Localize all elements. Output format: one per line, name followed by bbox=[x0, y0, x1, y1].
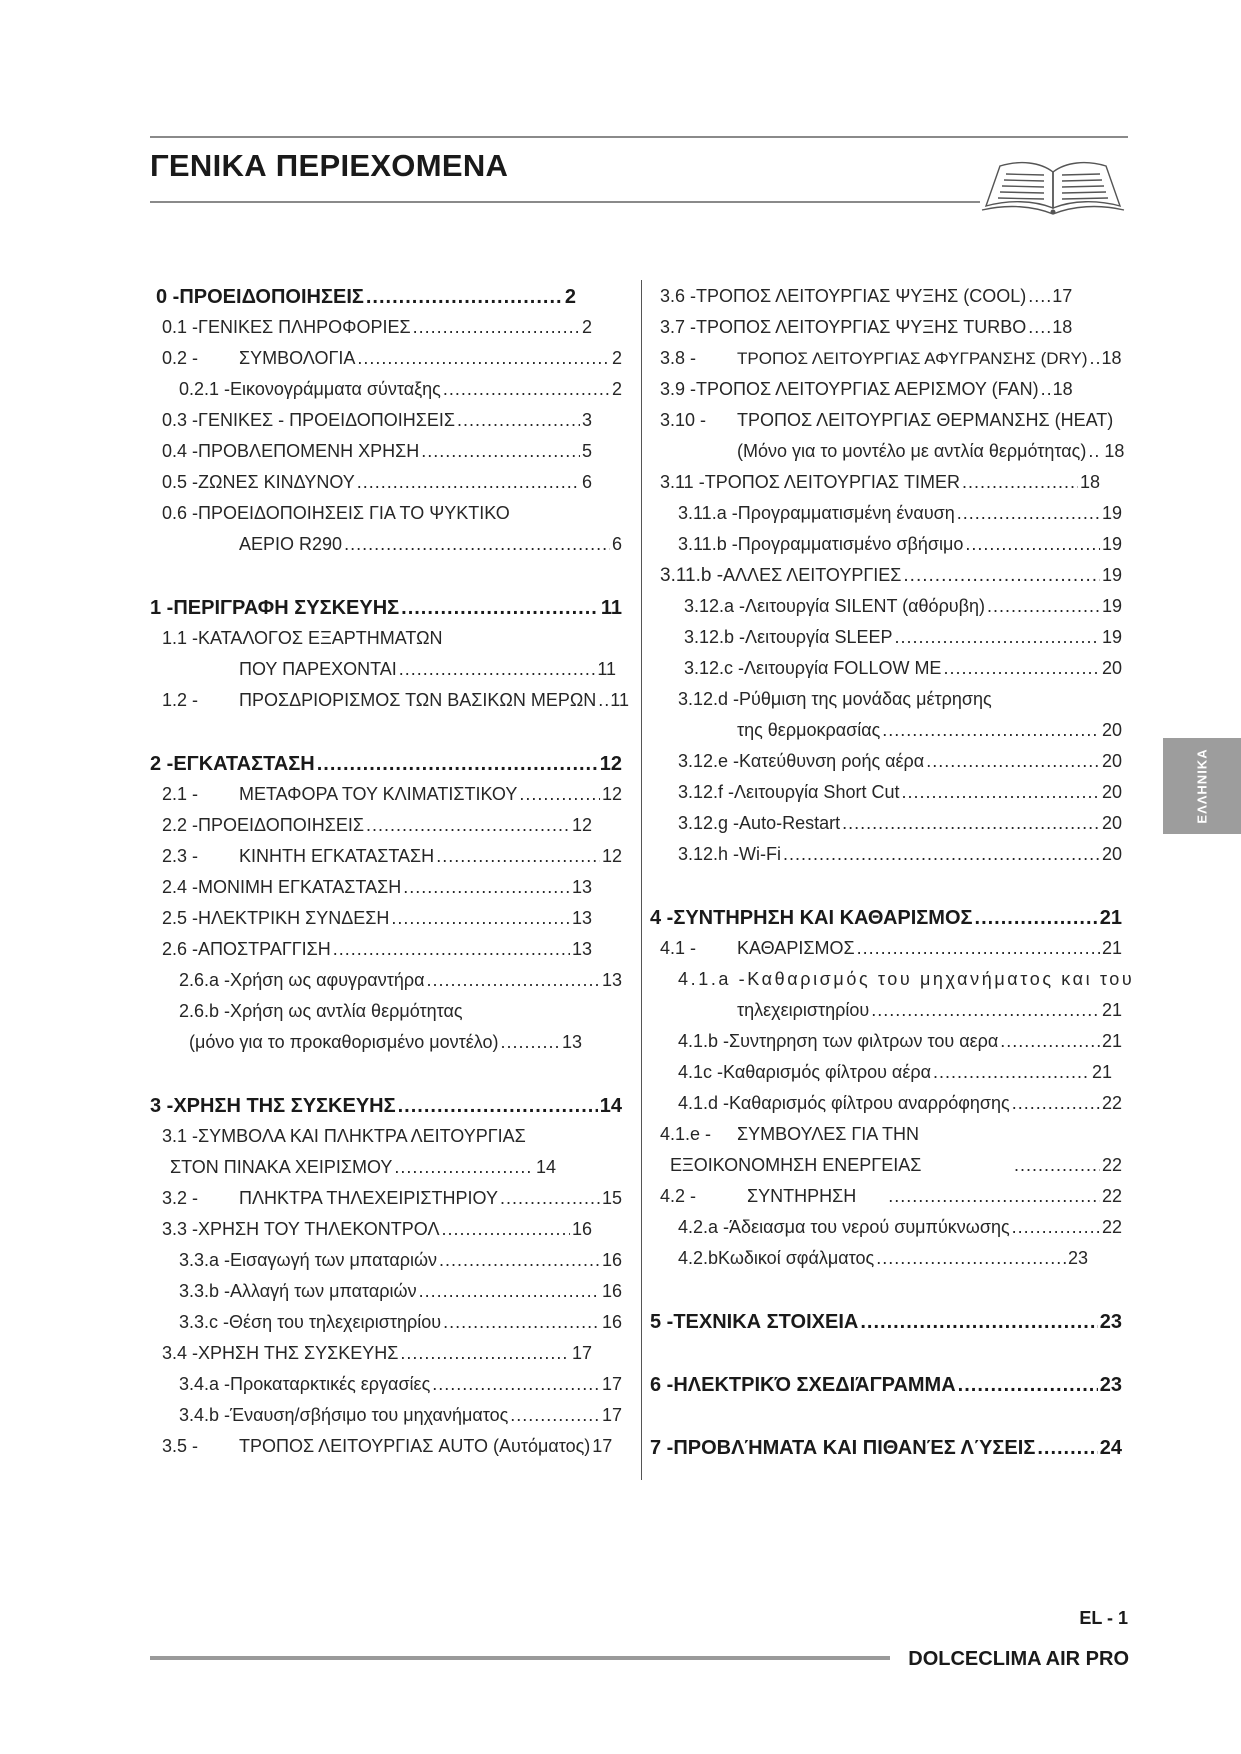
toc-entry[interactable]: 0.4 - ΠΡΟΒΛΕΠΟΜΕΝΗ ΧΡΗΣΗ ..... 5 bbox=[162, 441, 592, 469]
toc-entry[interactable]: 4.2.a - Άδειασμα του νερού συμπύκνωσης ..... 22 bbox=[678, 1217, 1122, 1245]
toc-entry[interactable]: 4.2.b Κωδικοί σφάλματος ..... 23 bbox=[678, 1248, 1088, 1276]
toc-entry[interactable]: 3.12.d - Ρύθμιση της μονάδας μέτρησης bbox=[678, 689, 992, 709]
toc-entry[interactable]: 0.2 - ΣΥΜΒΟΛΟΓΙΑ ..... 2 bbox=[162, 348, 622, 376]
toc-entry[interactable]: 7 - ΠΡΟΒΛΉΜΑΤΑ ΚΑΙ ΠΙΘΑΝΈΣ ΛΎΣΕΙΣ ..... 24 bbox=[650, 1437, 1122, 1465]
toc-entry[interactable]: 3.4 - ΧΡΗΣΗ ΤΗΣ ΣΥΣΚΕΥΗΣ ..... 17 bbox=[162, 1343, 592, 1371]
header-rule-bottom bbox=[150, 201, 980, 203]
toc-entry[interactable]: 3.12.h - Wi-Fi ..... 20 bbox=[678, 844, 1122, 872]
toc-entry[interactable]: ΕΞΟΙΚΟΝΟΜΗΣΗ ΕΝΕΡΓΕΙΑΣ ..... 22 bbox=[670, 1155, 1122, 1183]
toc-entry[interactable]: 3.12.f - Λειτουργία Short Cut ..... 20 bbox=[678, 782, 1122, 810]
toc-entry[interactable]: 3.12.b - Λειτουργία SLEEP ..... 19 bbox=[684, 627, 1122, 655]
toc-entry[interactable]: 2.5 - ΗΛΕΚΤΡΙΚΗ ΣΥΝΔΕΣΗ ..... 13 bbox=[162, 908, 592, 936]
toc-entry[interactable]: 3 - ΧΡΗΣΗ ΤΗΣ ΣΥΣΚΕΥΗΣ ..... 14 bbox=[150, 1095, 622, 1123]
toc-entry[interactable]: 0.3 - ΓΕΝΙΚΕΣ - ΠΡΟΕΙΔΟΠΟΙΗΣΕΙΣ ..... 3 bbox=[162, 410, 592, 438]
toc-entry[interactable]: 4.1 - ΚΑΘΑΡΙΣΜΟΣ ..... 21 bbox=[660, 938, 1122, 966]
toc-entry[interactable]: 0.5 - ΖΩΝΕΣ ΚΙΝΔΥΝΟΥ ..... 6 bbox=[162, 472, 592, 500]
toc-entry[interactable]: ΣΤΟΝ ΠΙΝΑΚΑ ΧΕΙΡΙΣΜΟΥ ..... 14 bbox=[170, 1157, 556, 1185]
toc-entry[interactable]: 1.2 - ΠΡΟΣΔΡΙΟΡΙΣΜΟΣ ΤΩΝ ΒΑΣΙΚΩΝ ΜΕΡΩΝ ..... 11 bbox=[162, 690, 624, 718]
toc-entry[interactable]: 4 - ΣΥΝΤΗΡΗΣΗ ΚΑΙ ΚΑΘΑΡΙΣΜΟΣ ..... 21 bbox=[650, 907, 1122, 935]
toc-entry[interactable]: 1 - ΠΕΡΙΓΡΑΦΗ ΣΥΣΚΕΥΗΣ ..... 11 bbox=[150, 597, 622, 625]
toc-entry[interactable]: 3.6 - ΤΡΟΠΟΣ ΛΕΙΤΟΥΡΓΙΑΣ ΨΥΞΗΣ (COOL) ..... 17 bbox=[660, 286, 1094, 314]
toc-entry[interactable]: 4.1.a - Καθαρισμός του μηχανήματος και του bbox=[678, 969, 1135, 989]
toc-entry[interactable]: 4.1.b - Συντηρηση των φιλτρων του αερα ..... 21 bbox=[678, 1031, 1122, 1059]
toc-entry[interactable]: 4.1c - Καθαρισμός φίλτρου αέρα ..... 21 bbox=[678, 1062, 1112, 1090]
toc-entry[interactable]: 3.12.a - Λειτουργία SILENT (αθόρυβη) ..... 19 bbox=[684, 596, 1122, 624]
toc-entry[interactable]: 2.6 - ΑΠΟΣΤΡΑΓΓΙΣΗ ..... 13 bbox=[162, 939, 592, 967]
footer-rule bbox=[150, 1656, 890, 1660]
toc-entry[interactable]: 3.4.a - Προκαταρκτικές εργασίες ..... 17 bbox=[179, 1374, 622, 1402]
toc-entry[interactable]: 3.7 - ΤΡΟΠΟΣ ΛΕΙΤΟΥΡΓΙΑΣ ΨΥΞΗΣ TURBO ..... 18 bbox=[660, 317, 1094, 345]
toc-entry[interactable]: 5 - ΤΕΧΝΙΚΑ ΣΤΟΙΧΕΙΑ ..... 23 bbox=[650, 1311, 1122, 1339]
toc-entry[interactable]: 3.11.b - Προγραμματισμένο σβήσιμο ..... 19 bbox=[678, 534, 1122, 562]
toc-entry[interactable]: 3.8 - ΤΡΟΠΟΣ ΛΕΙΤΟΥΡΓΙΑΣ ΑΦΥΓΡΑΝΣΗΣ (DRY) ..... 18 bbox=[660, 348, 1122, 376]
toc-entry[interactable]: 2.2 - ΠΡΟΕΙΔΟΠΟΙΗΣΕΙΣ ..... 12 bbox=[162, 815, 592, 843]
toc-entry[interactable]: 2.4 - ΜΟΝΙΜΗ ΕΓΚΑΤΑΣΤΑΣΗ ..... 13 bbox=[162, 877, 592, 905]
toc-entry[interactable]: 3.12.c - Λειτουργία FOLLOW ME ..... 20 bbox=[684, 658, 1122, 686]
toc-entry[interactable]: (Μόνο για το μοντέλο με αντλία θερμότητας) ..... 18 bbox=[737, 441, 1122, 469]
header-rule-top bbox=[150, 136, 1128, 138]
toc-entry[interactable]: 3.3.c - Θέση του τηλεχειριστηρίου ..... 16 bbox=[179, 1312, 622, 1340]
toc-entry[interactable]: 3.3.a - Εισαγωγή των μπαταριών ..... 16 bbox=[179, 1250, 622, 1278]
toc-entry[interactable]: 0.2.1 - Εικονογράμματα σύνταξης ..... 2 bbox=[179, 379, 622, 407]
toc-entry[interactable]: 3.2 - ΠΛΗΚΤΡΑ ΤΗΛΕΧΕΙΡΙΣΤΗΡΙΟΥ ..... 15 bbox=[162, 1188, 622, 1216]
toc-entry[interactable]: 4.1.e - ΣΥΜΒΟΥΛΕΣ ΓΙΑ ΤΗΝ bbox=[660, 1124, 919, 1144]
language-tab bbox=[1163, 738, 1241, 834]
toc-entry[interactable]: 2 - ΕΓΚΑΤΑΣΤΑΣΗ ..... 12 bbox=[150, 753, 622, 781]
toc-entry[interactable]: 3.5 - ΤΡΟΠΟΣ ΛΕΙΤΟΥΡΓΙΑΣ AUTO (Αυτόματος) 17 bbox=[162, 1436, 613, 1456]
brand-name: DOLCECLIMA AIR PRO bbox=[908, 1648, 1129, 1670]
toc-entry[interactable]: 0.6 - ΠΡΟΕΙΔΟΠΟΙΗΣΕΙΣ ΓΙΑ ΤΟ ΨΥΚΤΙΚΟ bbox=[162, 503, 510, 523]
toc-entry[interactable]: 3.1 - ΣΥΜΒΟΛΑ ΚΑΙ ΠΛΗΚΤΡΑ ΛΕΙΤΟΥΡΓΙΑΣ bbox=[162, 1126, 526, 1146]
toc-entry[interactable]: της θερμοκρασίας ..... 20 bbox=[737, 720, 1122, 748]
toc-entry[interactable]: 3.11.b - ΑΛΛΕΣ ΛΕΙΤΟΥΡΓΙΕΣ ..... 19 bbox=[660, 565, 1122, 593]
toc-entry[interactable]: 2.3 - ΚΙΝΗΤΗ ΕΓΚΑΤΑΣΤΑΣΗ ..... 12 bbox=[162, 846, 622, 874]
toc-entry[interactable]: 0 - ΠΡΟΕΙΔΟΠΟΙΗΣΕΙΣ ..... 2 bbox=[156, 286, 576, 314]
toc-entry[interactable]: 3.10 - ΤΡΟΠΟΣ ΛΕΙΤΟΥΡΓΙΑΣ ΘΕΡΜΑΝΣΗΣ (HEAT) bbox=[660, 410, 1114, 430]
toc-entry[interactable]: ΑΕΡΙΟ R290 ..... 6 bbox=[239, 534, 622, 562]
column-divider bbox=[641, 280, 642, 1480]
toc-entry[interactable]: 3.12.e - Κατεύθυνση ροής αέρα ..... 20 bbox=[678, 751, 1122, 779]
toc-entry[interactable]: 2.1 - ΜΕΤΑΦΟΡΑ ΤΟΥ ΚΛΙΜΑΤΙΣΤΙΚΟΥ ..... 12 bbox=[162, 784, 622, 812]
toc-entry[interactable]: 6 - ΗΛΕΚΤΡΙΚΌ ΣΧΕΔΙΆΓΡΑΜΜΑ ..... 23 bbox=[650, 1374, 1122, 1402]
toc-entry[interactable]: 3.3 - ΧΡΗΣΗ ΤΟΥ ΤΗΛΕΚΟΝΤΡΟΛ ..... 16 bbox=[162, 1219, 592, 1247]
toc-entry[interactable]: 1.1 - ΚΑΤΑΛΟΓΟΣ ΕΞΑΡΤΗΜΑΤΩΝ bbox=[162, 628, 443, 648]
toc-entry[interactable]: 4.1.d - Καθαρισμός φίλτρου αναρρόφησης ..... 22 bbox=[678, 1093, 1122, 1121]
toc-entry[interactable]: 4.2 - ΣΥΝΤΗΡΗΣΗ ..... 22 bbox=[660, 1186, 1122, 1214]
toc-entry[interactable]: 2.6.b - Χρήση ως αντλία θερμότητας bbox=[179, 1001, 463, 1021]
toc-entry[interactable]: τηλεχειριστηρίου ..... 21 bbox=[737, 1000, 1122, 1028]
toc-entry[interactable]: 3.11.a - Προγραμματισμένη έναυση ..... 19 bbox=[678, 503, 1122, 531]
toc-entry[interactable]: ΠΟΥ ΠΑΡΕΧΟΝΤΑΙ ..... 11 bbox=[239, 659, 616, 687]
open-book-icon bbox=[978, 148, 1128, 218]
toc-entry[interactable]: 3.9 - ΤΡΟΠΟΣ ΛΕΙΤΟΥΡΓΙΑΣ ΑΕΡΙΣΜΟΥ (FAN) ..... 18 bbox=[660, 379, 1094, 407]
toc-entry[interactable]: 3.3.b - Αλλαγή των μπαταριών ..... 16 bbox=[179, 1281, 622, 1309]
toc-entry[interactable]: 3.4.b - Έναυση/σβήσιμο του μηχανήματος ..... 17 bbox=[179, 1405, 622, 1433]
toc-entry[interactable]: 3.12.g - Auto-Restart ..... 20 bbox=[678, 813, 1122, 841]
page-title: ΓΕΝΙΚΑ ΠΕΡΙΕΧΟΜΕΝΑ bbox=[150, 148, 509, 183]
page-number: EL - 1 bbox=[1079, 1608, 1128, 1628]
toc-entry[interactable]: 3.11 - ΤΡΟΠΟΣ ΛΕΙΤΟΥΡΓΙΑΣ TIMER ..... 18 bbox=[660, 472, 1100, 500]
language-tab-label: ΕΛΛΗΝΙΚΑ bbox=[1194, 748, 1210, 824]
toc-entry[interactable]: 0.1 - ΓΕΝΙΚΕΣ ΠΛΗΡΟΦΟΡΙΕΣ ..... 2 bbox=[162, 317, 592, 345]
toc-entry[interactable]: 2.6.a - Χρήση ως αφυγραντήρα ..... 13 bbox=[179, 970, 622, 998]
toc-entry[interactable]: (μόνο για το προκαθορισμένο μοντέλο) ..... 13 bbox=[189, 1032, 582, 1060]
